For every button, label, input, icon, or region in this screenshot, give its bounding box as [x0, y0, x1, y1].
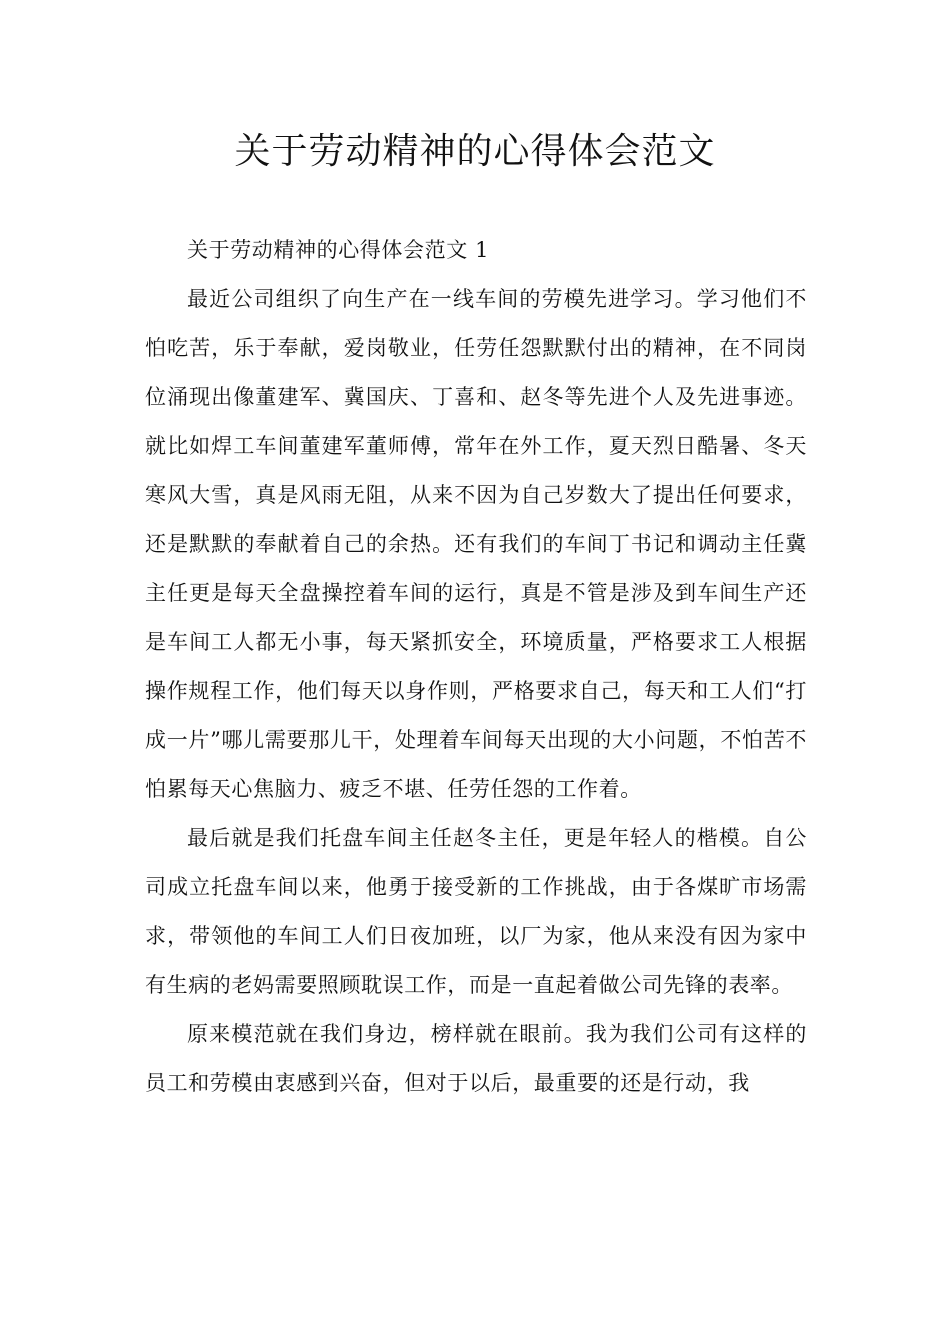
- document-title: 关于劳动精神的心得体会范文: [234, 131, 716, 172]
- paragraph-3: 原来模范就在我们身边，榜样就在眼前。我为我们公司有这样的员工和劳模由衷感到兴奋，但对于以后，最重要的还是行动，我: [145, 1022, 807, 1095]
- section-heading: 关于劳动精神的心得体会范文 1: [187, 238, 490, 262]
- paragraph-1: 最近公司组织了向生产在一线车间的劳模先进学习。学习他们不怕吃苦，乐于奉献，爱岗敬业，任劳任怨默默付出的精神，在不同岗位涌现出像董建军、冀国庆、丁喜和、赵冬等先进个人及先进事迹。就比如焊工车间董建军董师傅，常年在外工作，夏天烈日酷暑、冬天寒风大雪，真是风雨无阻，从来不因为自己岁数大了提出任何要求，还是默默的奉献着自己的余热。还有我们的车间丁书记和调动主任冀主任更是每天全盘操控着车间的运行，真是不管是涉及到车间生产还是车间工人都无小事，每天紧抓安全，环境质量，严格要求工人根据操作规程工作，他们每天以身作则，严格要求自己，每天和工人们“打成一片”哪儿需要那儿干，处理着车间每天出现的大小问题，不怕苦不怕累每天心焦脑力、疲乏不堪、任劳任怨的工作着。: [145, 287, 807, 801]
- paragraph-2: 最后就是我们托盘车间主任赵冬主任，更是年轻人的楷模。自公司成立托盘车间以来，他勇于接受新的工作挑战，由于各煤旷市场需求，带领他的车间工人们日夜加班，以厂为家，他从来没有因为家中有生病的老妈需要照顾耽误工作，而是一直起着做公司先锋的表率。: [145, 826, 807, 997]
- document-body: [145, 226, 807, 1108]
